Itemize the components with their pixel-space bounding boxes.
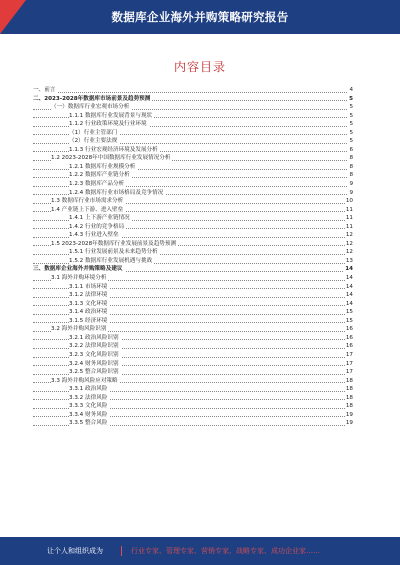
toc-entry-page: 15 <box>345 317 353 324</box>
toc-entry-page: 8 <box>349 163 353 170</box>
footer-divider <box>121 546 122 556</box>
toc-entry-page: 10 <box>345 198 353 205</box>
toc-entry[interactable] <box>33 325 353 334</box>
page-footer <box>0 537 400 565</box>
toc-entry-page: 14 <box>345 292 353 299</box>
toc-entry-title: 1.2 2023-2028年中国数据库行业发展情况分析 <box>51 155 171 162</box>
toc-entry-title: 3.1.3 文化环境 <box>69 300 108 307</box>
toc-entry-page: 12 <box>345 249 353 256</box>
toc-entry-title: 3.3.3 文化风险 <box>69 403 108 410</box>
toc-entry-title: 1.5 2023-2028年数据库行业发展前景及趋势预测 <box>51 240 177 247</box>
toc-entry-title: 3.2.4 财务风险识别 <box>69 360 119 367</box>
toc-entry-title: 1.2.3 数据库产品分析 <box>69 181 125 188</box>
toc-entry[interactable] <box>33 112 353 121</box>
toc-entry-title: 二、2023-2028年数据库市场前景及趋势预测 <box>33 95 151 102</box>
toc-entry-title: 1.4 产业链上下游、进入壁垒 <box>51 206 124 213</box>
toc-entry-page: 14 <box>345 283 353 290</box>
toc-entry-page: 8 <box>349 155 353 162</box>
toc-entry-page: 18 <box>345 403 353 410</box>
toc-entry-page: 12 <box>345 232 353 239</box>
toc-entry-page: 9 <box>349 181 353 188</box>
toc-entry-title: 3.1.4 政治环境 <box>69 309 108 316</box>
toc-entry[interactable] <box>33 197 353 206</box>
toc-entry[interactable] <box>33 351 353 360</box>
toc-entry[interactable] <box>33 163 353 172</box>
toc-entry[interactable] <box>33 283 353 292</box>
toc-entry-title: 3.2 海外并购风险识别 <box>51 326 107 333</box>
toc-entry[interactable] <box>33 257 353 266</box>
toc-entry-title: （2）行业主要法规 <box>69 138 118 145</box>
toc-entry-page: 5 <box>349 104 353 111</box>
toc-entry-title: 1.1.2 行业政策环境及行业环境 <box>69 121 147 128</box>
toc-entry-title: 3.3.4 财务风险 <box>69 411 108 418</box>
toc-entry[interactable] <box>33 368 353 377</box>
toc-entry-page: 14 <box>345 275 353 282</box>
toc-entry[interactable] <box>33 334 353 343</box>
toc-entry[interactable] <box>33 86 353 95</box>
toc-entry-title: 1.2.1 数据库行业规模分析 <box>69 163 136 170</box>
toc-leader-dots <box>33 92 347 93</box>
toc-entry-title: 1.5.2 数据库行业发展机遇与挑战 <box>69 257 153 264</box>
toc-entry-page: 17 <box>345 369 353 376</box>
toc-entry-page: 18 <box>345 394 353 401</box>
footer-tagline: 行业专家、管理专家、营销专家、战略专家、成功企业家…… <box>131 547 320 555</box>
toc-entry-page: 14 <box>345 266 353 273</box>
toc-entry-page: 16 <box>345 343 353 350</box>
toc-entry-page: 15 <box>345 309 353 316</box>
toc-entry-title: 1.5.1 行业发展前景及未来趋势分析 <box>69 249 158 256</box>
toc-entry[interactable] <box>33 342 353 351</box>
toc-entry-page: 6 <box>349 146 353 153</box>
toc-entry-page: 9 <box>349 189 353 196</box>
toc-entry-title: 1.4.2 行业的竞争格局 <box>69 223 125 230</box>
toc-entry[interactable] <box>33 223 353 232</box>
toc-entry[interactable] <box>33 137 353 146</box>
toc-entry-page: 5 <box>349 121 353 128</box>
toc-entry-title: 3.3.5 整合风险 <box>69 420 108 427</box>
toc-entry[interactable] <box>33 154 353 163</box>
toc-entry[interactable] <box>33 300 353 309</box>
report-title: 数据库企业海外并购策略研究报告 <box>111 10 289 24</box>
toc-entry[interactable] <box>33 231 353 240</box>
footer-slogan: 让个人和组织成为 <box>47 547 103 555</box>
toc-entry-title: 一、前言 <box>33 87 56 93</box>
toc-entry[interactable] <box>33 360 353 369</box>
toc-entry-title: 3.3 海外并购风险应对策略 <box>51 377 118 384</box>
toc-entry-title: 3.2.5 整合风险识别 <box>69 369 119 376</box>
toc-entry[interactable] <box>33 120 353 129</box>
toc-entry-page: 11 <box>345 223 353 230</box>
toc-entry-page: 19 <box>345 420 353 427</box>
toc-entry-page: 5 <box>349 138 353 145</box>
toc-entry-title: 3.2.3 文化风险识别 <box>69 351 119 358</box>
toc-entry-title: 1.2.2 数据库产业链分析 <box>69 172 130 179</box>
toc-entry-title: 3.2.1 政治风险识别 <box>69 334 119 341</box>
toc-entry-title: （一）数据库行业宏观市场分析 <box>51 104 130 111</box>
toc-entry-page: 19 <box>345 411 353 418</box>
toc-entry-title: 1.4.1 上下游产业链情况 <box>69 215 130 222</box>
toc-entry[interactable] <box>33 377 353 386</box>
toc-entry[interactable] <box>33 385 353 394</box>
toc-entry[interactable] <box>33 240 353 249</box>
toc-entry[interactable] <box>33 206 353 215</box>
page-header <box>0 0 400 34</box>
toc-entry-title: 3.1.5 经济环境 <box>69 317 108 324</box>
toc-entry[interactable] <box>33 411 353 420</box>
toc-entry-title: 1.1.3 行业宏观经济环境及发展分析 <box>69 146 158 153</box>
toc-entry-title: 三、数据库企业海外并购策略及建议 <box>33 266 123 273</box>
toc-entry-title: 1.4.3 行业进入壁垒 <box>69 232 119 239</box>
toc-entry[interactable] <box>33 317 353 326</box>
toc-entry-page: 5 <box>349 112 353 119</box>
toc-entry-page: 17 <box>345 360 353 367</box>
toc-entry[interactable] <box>33 308 353 317</box>
toc-entry[interactable] <box>33 291 353 300</box>
toc-entry-page: 4 <box>349 87 353 93</box>
toc-entry-title: 3.3.2 法律风险 <box>69 394 108 401</box>
toc-entry[interactable] <box>33 95 353 104</box>
toc-entry[interactable] <box>33 129 353 138</box>
toc-entry-title: 1.2.4 数据库行业市场格局及竞争情况 <box>69 189 164 196</box>
toc-entry-page: 8 <box>349 172 353 179</box>
toc-entry-title: （1）行业主管部门 <box>69 129 118 136</box>
toc-entry-title: 3.1 海外并购环境分析 <box>51 275 107 282</box>
toc-entry-title: 3.1.2 法律环境 <box>69 292 108 299</box>
toc-entry-title: 1.1.1 数据库行业发展背景与现状 <box>69 112 153 119</box>
table-of-contents <box>33 86 353 428</box>
toc-entry-page: 17 <box>345 351 353 358</box>
toc-entry-page: 13 <box>345 257 353 264</box>
toc-entry[interactable] <box>33 419 353 428</box>
toc-entry[interactable] <box>33 189 353 198</box>
toc-entry[interactable] <box>33 402 353 411</box>
toc-entry[interactable] <box>33 274 353 283</box>
toc-entry-title: 3.3.1 政治风险 <box>69 386 108 393</box>
toc-entry[interactable] <box>33 214 353 223</box>
toc-entry-title: 1.3 数据库行业市场需求分析 <box>51 198 124 205</box>
toc-entry[interactable] <box>33 248 353 257</box>
toc-entry-page: 11 <box>345 215 353 222</box>
toc-entry-page: 16 <box>345 326 353 333</box>
toc-entry-page: 18 <box>345 386 353 393</box>
toc-entry-page: 18 <box>345 377 353 384</box>
toc-entry-page: 5 <box>349 95 353 102</box>
toc-entry[interactable] <box>33 394 353 403</box>
toc-entry-title: 3.1.1 市场环境 <box>69 283 108 290</box>
toc-entry[interactable] <box>33 146 353 155</box>
toc-entry-page: 5 <box>349 129 353 136</box>
toc-heading: 内容目录 <box>173 60 226 74</box>
toc-entry[interactable] <box>33 180 353 189</box>
toc-entry[interactable] <box>33 103 353 112</box>
toc-entry[interactable] <box>33 171 353 180</box>
toc-entry[interactable] <box>33 265 353 274</box>
toc-entry-page: 11 <box>345 206 353 213</box>
toc-entry-title: 3.2.2 法律风险识别 <box>69 343 119 350</box>
toc-entry-page: 12 <box>345 240 353 247</box>
toc-entry-page: 16 <box>345 334 353 341</box>
toc-entry-page: 14 <box>345 300 353 307</box>
